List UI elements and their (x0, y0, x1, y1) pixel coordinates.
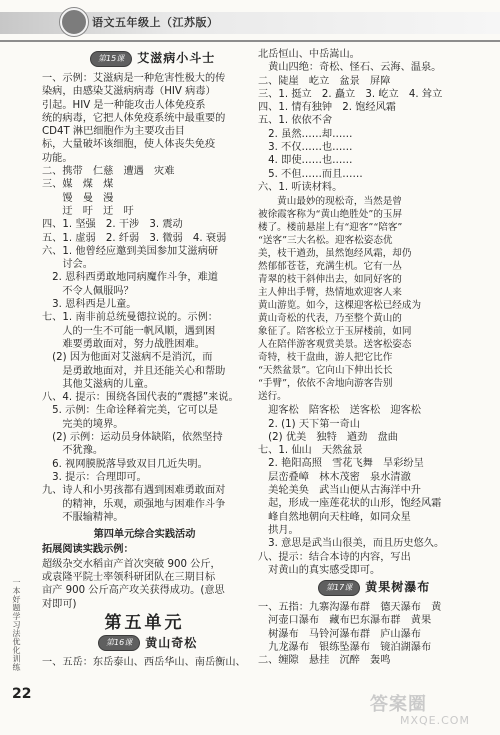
text-line: 迂 吁 迂 吁 (42, 205, 134, 217)
text-line: 统的病毒，它把人体免疫系统中最重要的 (42, 112, 226, 124)
reading-passage (258, 195, 480, 403)
book-logo-icon (60, 8, 88, 36)
lesson-17-answers (258, 601, 480, 667)
text-line: 奇特，枝干盘曲，游人把它比作 (258, 352, 393, 364)
side-series-title: 一本好题学习法优化训练 (12, 578, 21, 672)
left-column (42, 48, 247, 669)
text-line: 一、示例：艾滋病是一种危害性极大的传 (42, 73, 226, 84)
page-header (0, 0, 500, 44)
text-line: 人在陪伴游客观赏美景。送客松姿态 (258, 339, 412, 351)
reading-answers (258, 404, 480, 577)
text-line: 5. 不但……而且…… (258, 168, 363, 180)
text-line: 亩产 900 公斤高产攻关获得成功。(意思 (42, 585, 225, 597)
unit-title: 第五单元 (104, 612, 185, 633)
text-line: 送行。 (258, 391, 287, 403)
text-line: 美，枝干遒劲，虽然饱经风霜，却仍 (258, 248, 412, 260)
text-line: 四、1. 坚强 2. 干涉 3. 震动 (42, 219, 183, 231)
text-line: 2. (1) 天下第一奇山 (258, 418, 360, 430)
text-line: 树瀑布 马铃河瀑布群 庐山瀑布 (258, 628, 421, 640)
lesson-badge: 第17课 (318, 580, 360, 596)
text-line: (2) 示例：运动员身体缺陷，依然坚持 (42, 432, 223, 444)
book-title: 语文五年级上（江苏版） (92, 16, 219, 29)
text-line: 美轮美奂 武当山便从古海洋中升 (258, 485, 421, 497)
text-line: 五、1. 依依不舍 (258, 115, 333, 127)
activity-title: 第四单元综合实践活动 (93, 529, 196, 541)
text-line: 层峦叠嶂 林木茂密 泉水清澈 (258, 471, 411, 483)
text-line: 5. 示例：生命诠释着完美，它可以是 (42, 405, 218, 417)
activity-answers (42, 558, 247, 611)
text-line: 起，形成一座莲花状的山形，饱经风霜 (258, 498, 442, 510)
text-line: 的精神，乐观，顽强地与困难作斗争 (42, 498, 226, 510)
text-line: “天然盆景”。它向山下伸出长长 (258, 365, 393, 377)
text-line: 六、1. 他曾经应邀到美国参加艾滋病研 (42, 245, 218, 257)
text-line: 4. 即使……也…… (258, 155, 353, 167)
text-line: 八、4. 提示：围绕各国代表的“震撼”来说。 (42, 392, 239, 404)
text-line: 二、携带 仁慈 遭遇 灾难 (42, 166, 175, 178)
lesson-title: 黄山奇松 (145, 635, 198, 650)
lesson-15-answers (42, 72, 247, 524)
lesson-badge: 第15课 (90, 51, 132, 67)
text-line: 人的一生不可能一帆风顺，遇到困 (42, 325, 216, 337)
text-line: 功能。 (42, 152, 73, 164)
text-line: 3. 意思是武当山很美，而且历史悠久。 (258, 538, 445, 550)
text-line: 黄山四绝：奇松、怪石、云海、温泉。 (258, 62, 442, 74)
lesson-17-heading (318, 578, 480, 598)
text-line: 讨会。 (42, 259, 93, 271)
text-line: 象征了。陪客松立于玉屏楼前，如同 (258, 326, 412, 338)
text-line: 难要勇敢面对，努力战胜困难。 (42, 338, 205, 350)
text-line: 标，大量破坏该细胞，使人体丧失免疫 (42, 139, 216, 151)
text-line: 6. 视网膜脱落导致双目几近失明。 (42, 458, 208, 470)
lesson-16-answers-continued (258, 48, 480, 194)
text-line: 是勇敢地面对，并且还能关心和帮助 (42, 365, 226, 377)
text-line: CD4T 淋巴细胞作为主要攻击目 (42, 126, 185, 138)
text-line: 七、1. 南非前总统曼德拉说的。示例： (42, 312, 218, 324)
text-line: 九、诗人和小男孩都有遇到困难勇敢面对 (42, 485, 226, 497)
text-line: 主人伸出手臂，热情地欢迎客人来 (258, 287, 402, 299)
text-line: 不犹豫。 (42, 445, 104, 457)
text-line: 完美的境界。 (42, 418, 124, 430)
text-line: 九龙瀑布 银练坠瀑布 镜泊湖瀑布 (258, 642, 432, 654)
text-line: 3. 不仅……也…… (258, 142, 353, 154)
text-line: 染病，由感染艾滋病病毒（HIV 病毒） (42, 86, 216, 98)
text-line: 馒 曼 漫 (42, 192, 114, 204)
text-line: (2) 优美 独特 遒劲 盘曲 (258, 431, 398, 443)
text-line: 对黄山的真实感受即可。 (258, 564, 381, 576)
text-line: 3. 恩科西是儿童。 (42, 299, 137, 311)
text-line: 一、五岳：东岳泰山、西岳华山、南岳衡山、 (42, 657, 246, 669)
text-line: 青翠的枝干斜伸出去，如同好客的 (258, 274, 402, 286)
text-line: “手臂”，依依不舍地向游客告别 (258, 378, 393, 390)
text-line: 对即可) (42, 598, 77, 610)
text-line: 黄山最妙的现松奇，当然是曾 (258, 196, 402, 208)
text-line: “送客”三大名松。迎客松姿态优 (258, 235, 393, 247)
activity-subtitle: 拓展阅读实践示例： (42, 544, 134, 556)
text-line: 四、1. 情有独钟 2. 饱经风霜 (258, 102, 396, 114)
text-line: 然郁郁苍苍，充满生机。它有一丛 (258, 261, 402, 273)
text-line: 北岳恒山、中岳嵩山。 (258, 49, 360, 60)
text-line: 2. 虽然……却…… (258, 128, 353, 140)
text-line: 黄山奇松的代表，乃至整个黄山的 (258, 313, 402, 325)
text-line: 二、陡崖 屹立 盆景 屏障 (258, 75, 391, 87)
lesson-15-heading (90, 49, 247, 69)
text-line: 七、1. 仙山 天然盆景 (258, 445, 363, 457)
text-line: 2. 艳阳高照 雪花飞舞 旱彩纷呈 (258, 458, 424, 470)
text-line: 二、缠隙 悬挂 沉醉 轰鸣 (258, 655, 391, 667)
text-line: 或袁隆平院士率领科研团队在三期目标 (42, 571, 216, 583)
lesson-title: 艾滋病小斗士 (137, 51, 216, 66)
text-line: 不服输精神。 (42, 511, 124, 523)
text-line: 峰自然地朝向天柱峰，如同众星 (258, 511, 411, 523)
text-line: 迎客松 陪客松 送客松 迎客松 (258, 405, 421, 417)
lesson-16-answers (42, 656, 247, 669)
lesson-16-heading (98, 633, 247, 653)
header-divider (0, 40, 500, 42)
text-line: 八、提示：结合本诗的内容，写出 (258, 551, 411, 563)
text-line: 三、1. 挺立 2. 矗立 3. 屹立 4. 耸立 (258, 88, 443, 100)
right-column (258, 48, 480, 668)
text-line: 被徐霞客称为“黄山绝胜处”的玉屏 (258, 209, 403, 221)
text-line: 三、媒 煤 煤 (42, 179, 114, 191)
text-line: 楼了。楼前悬崖上有“迎客”“陪客” (258, 222, 403, 234)
text-line: 不令人佩服吗？ (42, 285, 134, 297)
text-line: 黄山游览。如今，这棵迎客松已经成为 (258, 300, 422, 312)
lesson-title: 黄果树瀑布 (365, 580, 431, 595)
text-line: 六、1. 听读材料。 (258, 181, 343, 193)
text-line: (2) 因为他面对艾滋病不是消沉，而 (42, 352, 213, 364)
text-line: 河壶口瀑布 藏布巴东瀑布群 黄果 (258, 615, 432, 627)
text-line: 3. 提示：合理即可。 (42, 471, 147, 483)
text-line: 五、1. 虚弱 2. 纤弱 3. 微弱 4. 衰弱 (42, 232, 227, 244)
watermark-url: MXQE.COM (400, 714, 470, 727)
watermark-text: 答案圈 (370, 694, 427, 715)
page-number: 22 (12, 686, 32, 702)
text-line: 一、五指：九寨沟瀑布群 德天瀑布 黄 (258, 602, 442, 614)
text-line: 引起。HIV 是一种能攻击人体免疫系 (42, 99, 206, 111)
text-line: 其他艾滋病的儿童。 (42, 378, 155, 390)
text-line: 拱月。 (258, 524, 299, 536)
text-line: 超级杂交水稻亩产首次突破 900 公斤， (42, 558, 221, 570)
lesson-badge: 第16课 (98, 635, 140, 651)
text-line: 2. 恩科西勇敢地同病魔作斗争，难道 (42, 272, 218, 284)
